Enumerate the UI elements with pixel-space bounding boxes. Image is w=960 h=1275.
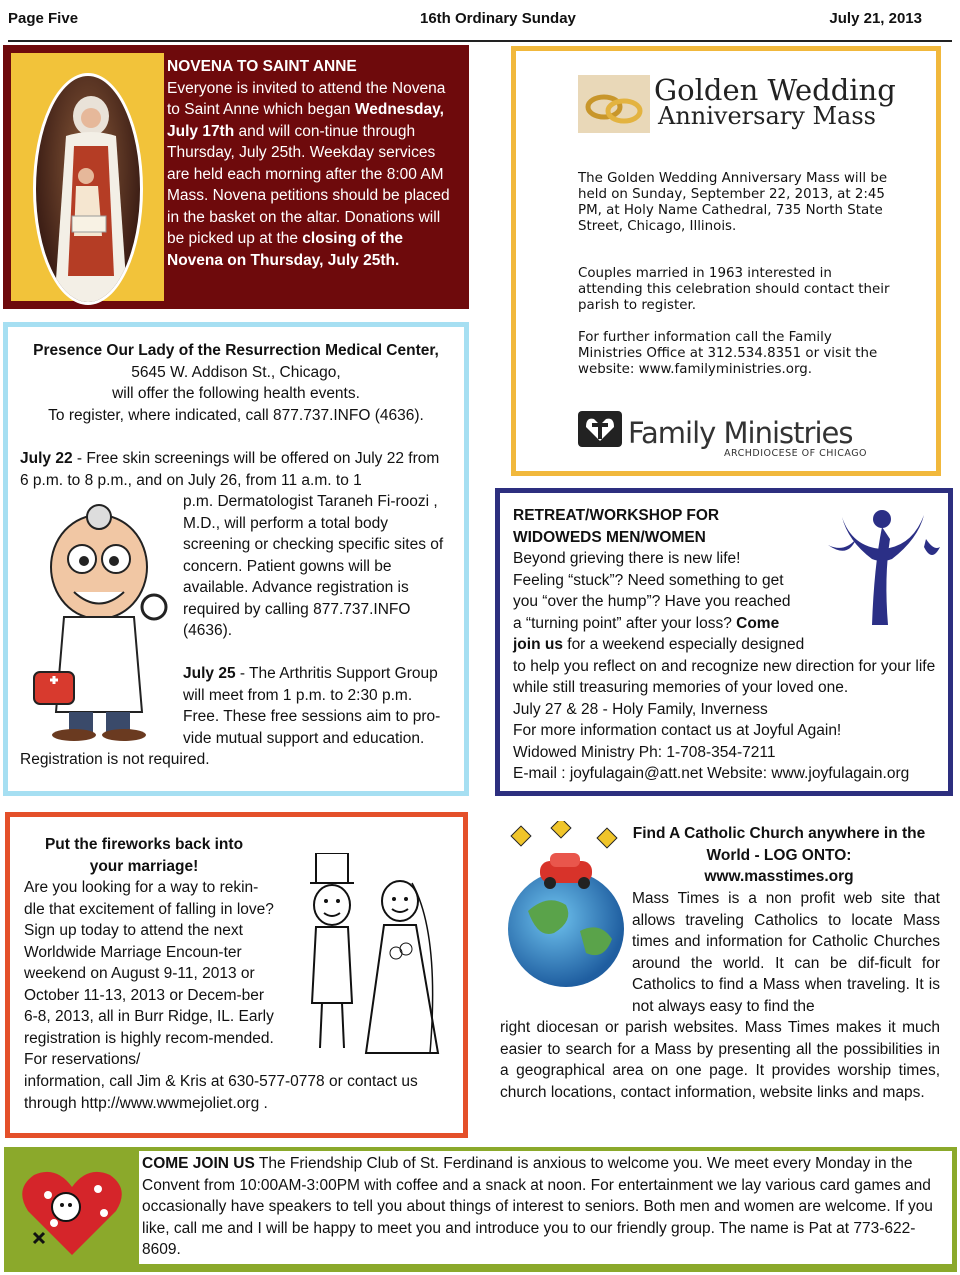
golden-para1: The Golden Wedding Anniversary Mass will be held on Sunday, September 22, 2013, at 2:45 PM, at Holy Name Cathedral, 735 North State Street, Chicago, Illinois. [578,171,888,234]
family-ministries-logo-text: Family Ministries [628,416,853,450]
friendship-club-text-panel [139,1151,952,1264]
mass-times-body: Mass Times is a non profit web site that allows traveling Catholics to locate Mass times and information for Catholic Churches around the world. It can be dif-ficult for Catholics to find a Mass when traveling. It is not always easy to find the [632,890,940,1015]
saint-anne-image-frame [11,53,164,301]
globe-car-image [504,821,628,996]
medical-center-address: 5645 W. Addison St., Chicago, [131,363,341,381]
july25-note: Registration is not required. [20,751,210,768]
retreat-subtitle: WIDOWEDS MEN/WOMEN [513,528,706,546]
wedding-rings-icon [578,75,650,138]
marriage-contact: information, call Jim & Kris at 630-577-0778 or contact us through http://www.wwmejoliet.org . [24,1073,418,1112]
family-ministries-logo-icon [578,411,622,452]
marriage-title: Put the fireworks back into your marriage! [44,836,244,875]
golden-wedding-box [511,46,941,476]
novena-title: NOVENA TO SAINT ANNE [167,58,357,75]
retreat-contact: E-mail : joyfulagain@att.net Website: www.joyfulagain.org [513,765,910,782]
retreat-text: RETREAT/WORKSHOP FOR WIDOWEDS MEN/WOMEN Beyond grieving there is new life! Feeling “stuck”? Need something to get you “over the hump”? Have you reached a “turning point” after your loss? Come join us for a weekend especially designed to help you reflect on and recognize new direction for your life while still treasuring memories of your loved one. July 27 & 28 - Holy Family, Inverness For more information contact us at Joyful Again! Widowed Ministry Ph: 1-708-354-7211 E-mail : joyfulagain@att.net Website: www.joyfulagain.org [513,505,943,785]
archdiocese-label: ARCHDIOCESE OF CHICAGO [724,448,868,459]
mass-times-box [500,815,942,1137]
novena-text [167,56,457,271]
novena-box [3,45,469,309]
joyful-again-logo-icon [822,507,942,642]
liturgical-sunday: 16th Ordinary Sunday [420,10,576,27]
july22-details: p.m. Dermatologist Taraneh Fi-roozi , M.D., will perform a total body screening or checking specific sites of concern. Patient gowns will be available. Advance registration is required by calling 877.737.INFO (4636). [183,493,444,639]
friendship-club-text: COME JOIN US The Friendship Club of St. Ferdinand is anxious to welcome you. We meet every Monday in the Convent from 10:00AM-3:00PM with coffee and a snack at noon. For entertainment we lay various card games and occasionally have speakers to tell you about things of interest to seniors. Both men and women are welcome. If you like, call me and I will be happy to meet you and introduce you to our friendly group. The name is Pat at 773-622-8609. [142,1155,933,1258]
marriage-body: Are you looking for a way to rekin-dle that excitement of falling in love? Sign up today to attend the next Worldwide Marriage Encoun-ter weekend on August 9-11, 2013 or October 11-13, 2013 or Decem-ber 6-8, 2013, all in Burr Ridge, IL. Early registration is highly recom-mended. For reservations/ [24,879,274,1068]
page-header [8,8,952,42]
saint-anne-image [33,73,143,305]
marriage-encounter-box [5,812,468,1138]
friendship-club-title: COME JOIN US [142,1155,255,1172]
mass-times-body-cont: right diocesan or parish websites. Mass Times makes it much easier to search for a Mass by presenting all the possibilities in a geographical area on one page. It provides worship times, church locations, contact information, website links and maps. [500,1019,940,1101]
bride-groom-cartoon-image [300,853,450,1068]
retreat-title: RETREAT/WORKSHOP FOR [513,507,720,524]
mass-times-link[interactable]: www.masstimes.org [704,868,854,885]
novena-body: Everyone is invited to attend the Novena to Saint Anne which began Wednesday, July 17th and will con-tinue through Thursday, July 25th. Weekday services are held each morning after the 8:00 AM Mass. Novena petitions should be placed in the basket on the altar. Donations will be picked up at the closing of the Novena on Thursday, July 25th. [167,79,450,269]
medical-center-register: To register, where indicated, call 877.737.INFO (4636). [48,406,424,424]
medical-center-box [3,322,469,796]
golden-wedding-title: Golden Wedding Anniversary Mass [654,73,896,130]
golden-para2: Couples married in 1963 interested in attending this celebration should contact their parish to register. [578,266,890,313]
page-number: Page Five [8,10,79,27]
july25-text: July 25 - The Arthritis Support Group will meet from 1 p.m. to 2:30 p.m. Free. These free sessions aim to pro-vide mutual support and education. [183,665,441,747]
medical-center-line: will offer the following health events. [112,385,360,402]
medical-center-title: Presence Our Lady of the Resurrection Medical Center, [33,342,439,359]
bulletin-date: July 21, 2013 [829,10,922,27]
heart-friends-image [14,1159,132,1264]
mass-times-title: Find A Catholic Church anywhere in the World - LOG ONTO: www.masstimes.org [632,823,926,888]
retreat-box [495,488,953,796]
july22-text: July 22 - Free skin screenings will be offered on July 22 from 6 p.m. to 8 p.m., and on July 26, from 11 a.m. to 1 [20,450,440,489]
golden-para3: For further information call the Family Ministries Office at 312.534.8351 or visit the website: www.familyministries.org. [578,330,878,377]
medical-center-heading [8,340,464,426]
friendship-club-box [4,1147,957,1272]
doctor-cartoon-image [24,497,174,742]
